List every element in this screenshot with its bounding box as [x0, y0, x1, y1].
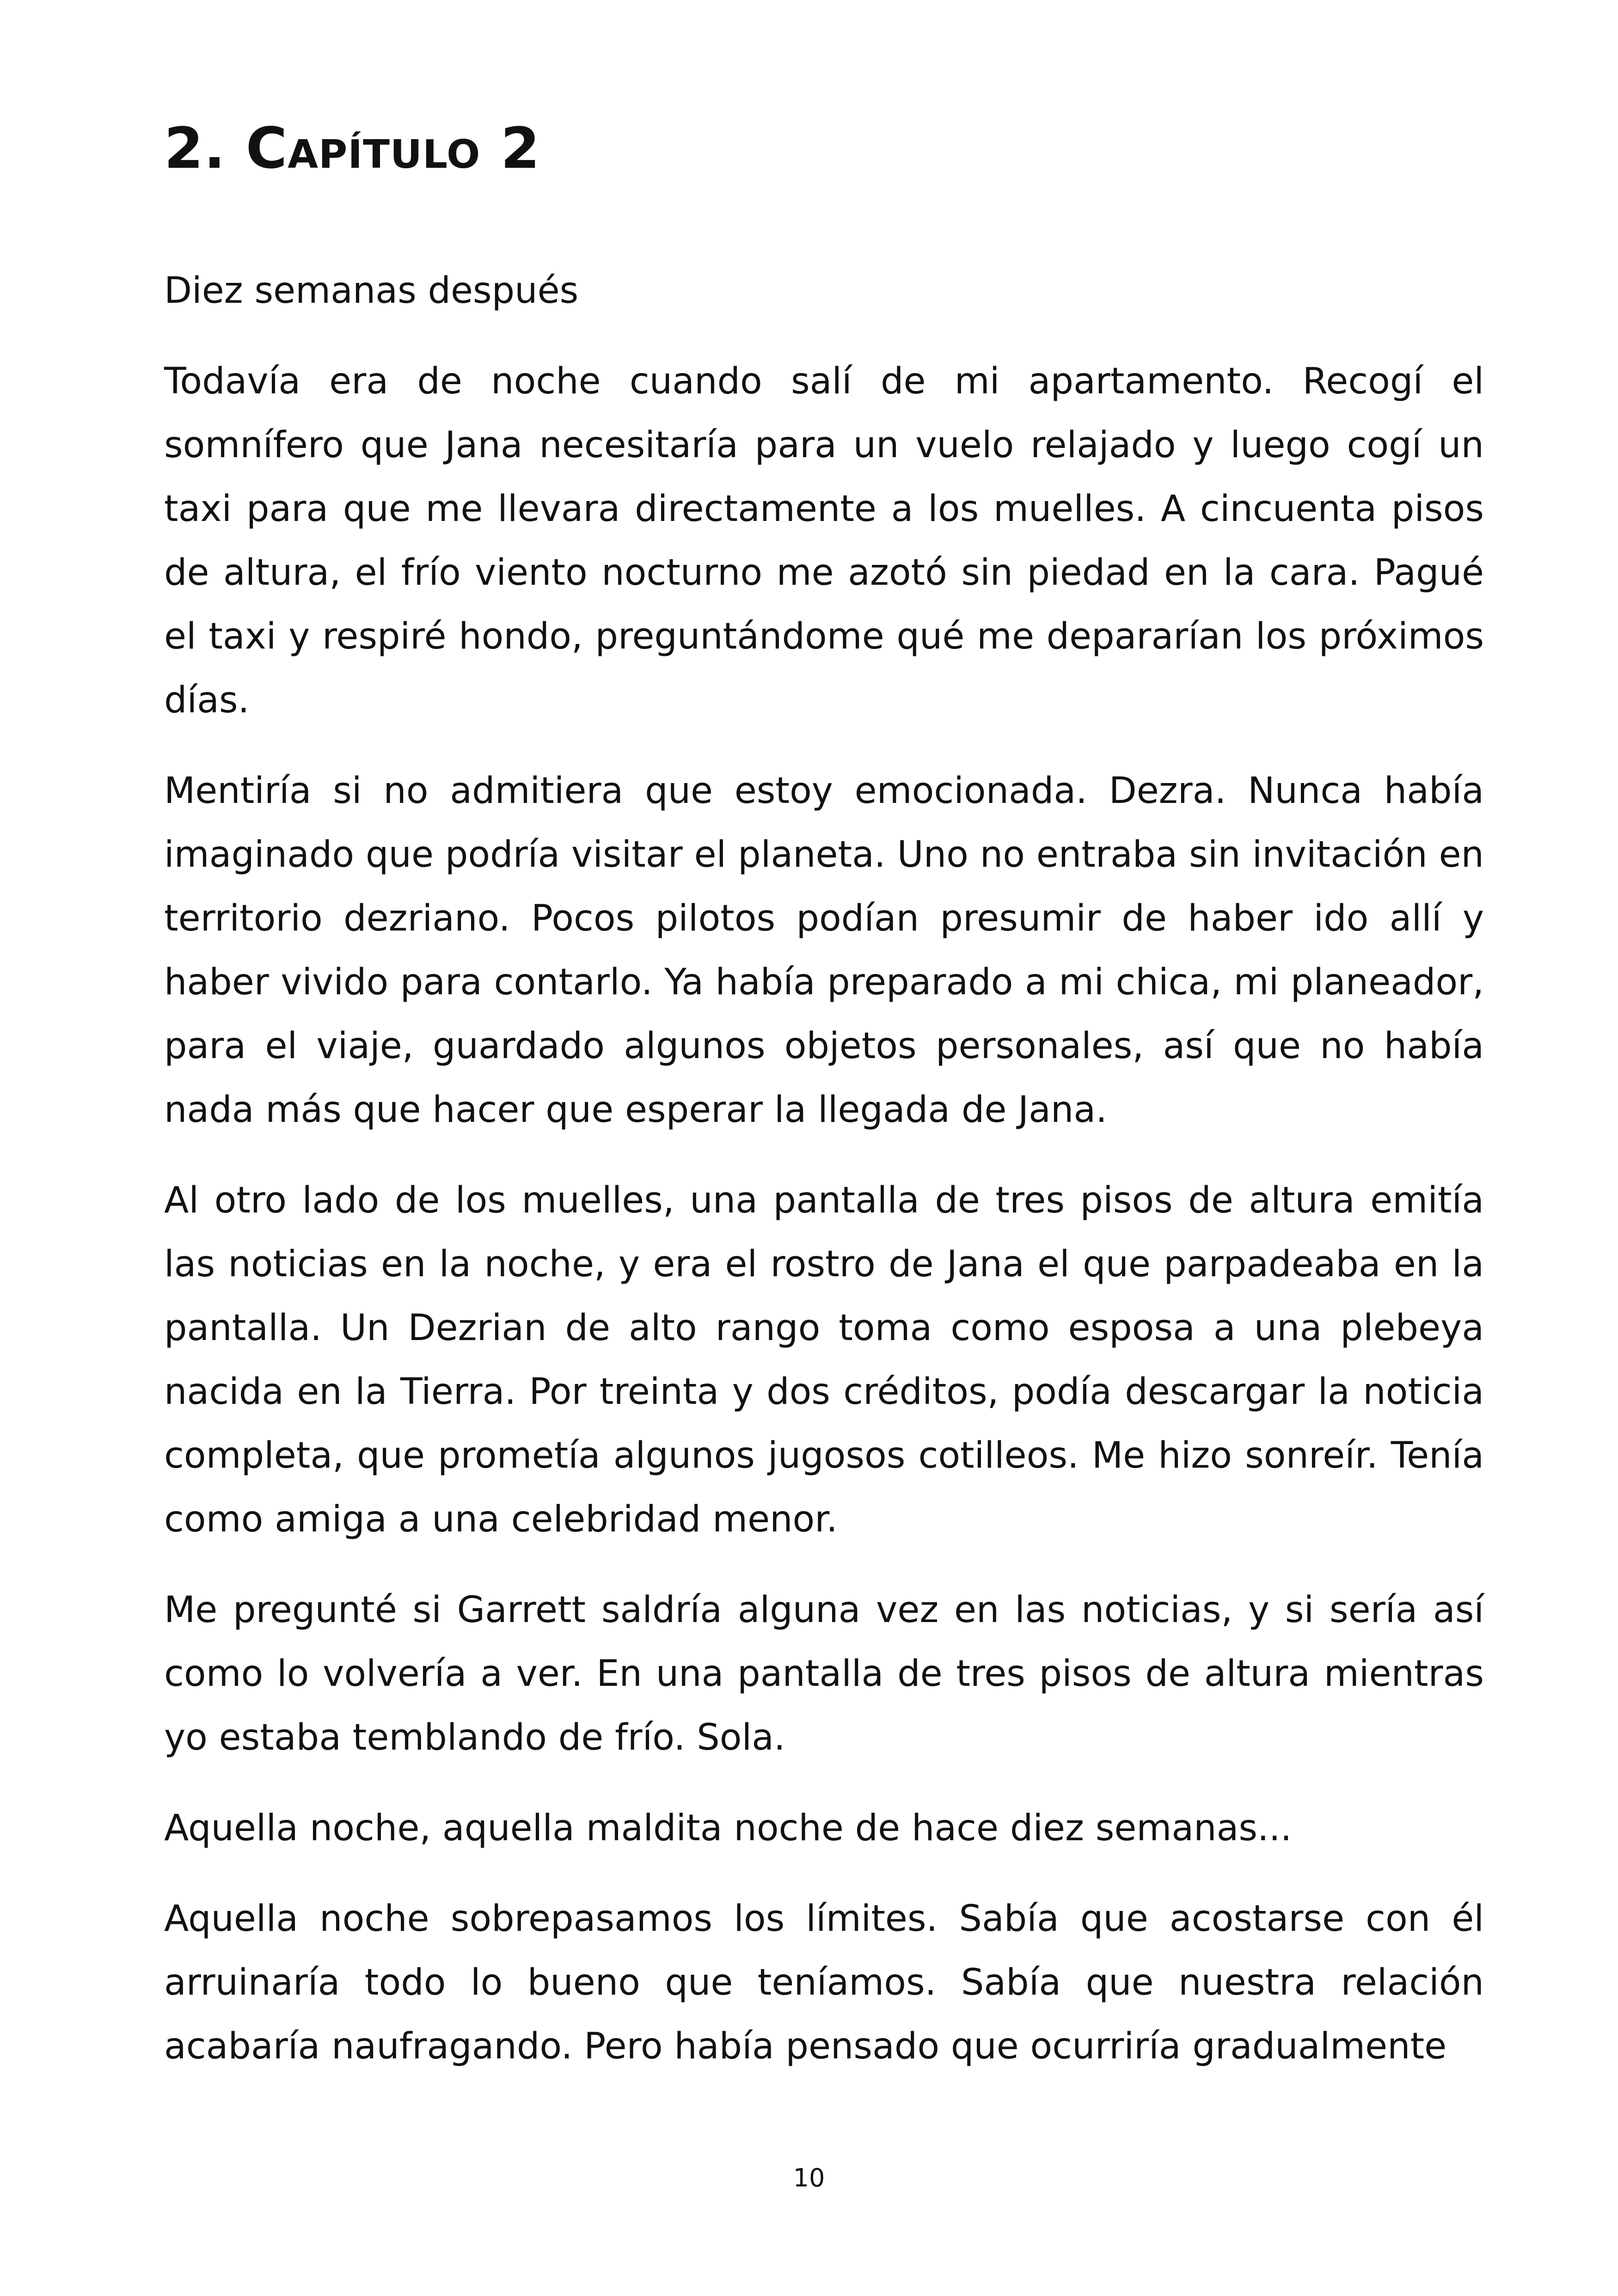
paragraph: Todavía era de noche cuando salí de mi apartamento. Recogí el somnífero que Jana necesitaría para un vuelo relajado y luego cogí un taxi para que me llevara directamente a los muelles. A cincuenta pisos de altura, el frío viento nocturno me azotó sin piedad en la cara. Pagué el taxi y respiré hondo, preguntándome qué me depararían los próximos días.: [164, 361, 1484, 721]
paragraph: Mentiría si no admitiera que estoy emocionada. Dezra. Nunca había imaginado que podría visitar el planeta. Uno no entraba sin invitación en territorio dezriano. Pocos pilotos podían presumir de haber ido allí y haber vivido para contarlo. Ya había preparado a mi chica, mi planeador, para el viaje, guardado algunos objetos personales, así que no había nada más que hacer que esperar la llegada de Jana.: [164, 770, 1484, 1131]
paragraph: Aquella noche sobrepasamos los límites. Sabía que acostarse con él arruinaría todo lo bueno que teníamos. Sabía que nuestra relación acabaría naufragando. Pero había pensado que ocurriría gradualmente: [164, 1898, 1484, 2067]
paragraph: Me pregunté si Garrett saldría alguna vez en las noticias, y si sería así como lo volvería a ver. En una pantalla de tres pisos de altura mientras yo estaba temblando de frío. Sola.: [164, 1589, 1484, 1758]
page-number: 10: [793, 2163, 825, 2192]
chapter-title: 2. Capítulo 2: [164, 116, 540, 181]
paragraph-time-marker: Diez semanas después: [164, 270, 579, 312]
paragraph: Al otro lado de los muelles, una pantalla de tres pisos de altura emitía las noticias en la noche, y era el rostro de Jana el que parpadeaba en la pantalla. Un Dezrian de alto rango toma como esposa a una plebeya nacida en la Tierra. Por treinta y dos créditos, podía descargar la noticia completa, que prometía algunos jugosos cotilleos. Me hizo sonreír. Tenía como amiga a una celebridad menor.: [164, 1180, 1484, 1540]
paragraph: Aquella noche, aquella maldita noche de hace diez semanas...: [164, 1807, 1292, 1849]
chapter-body: [164, 259, 1484, 2105]
